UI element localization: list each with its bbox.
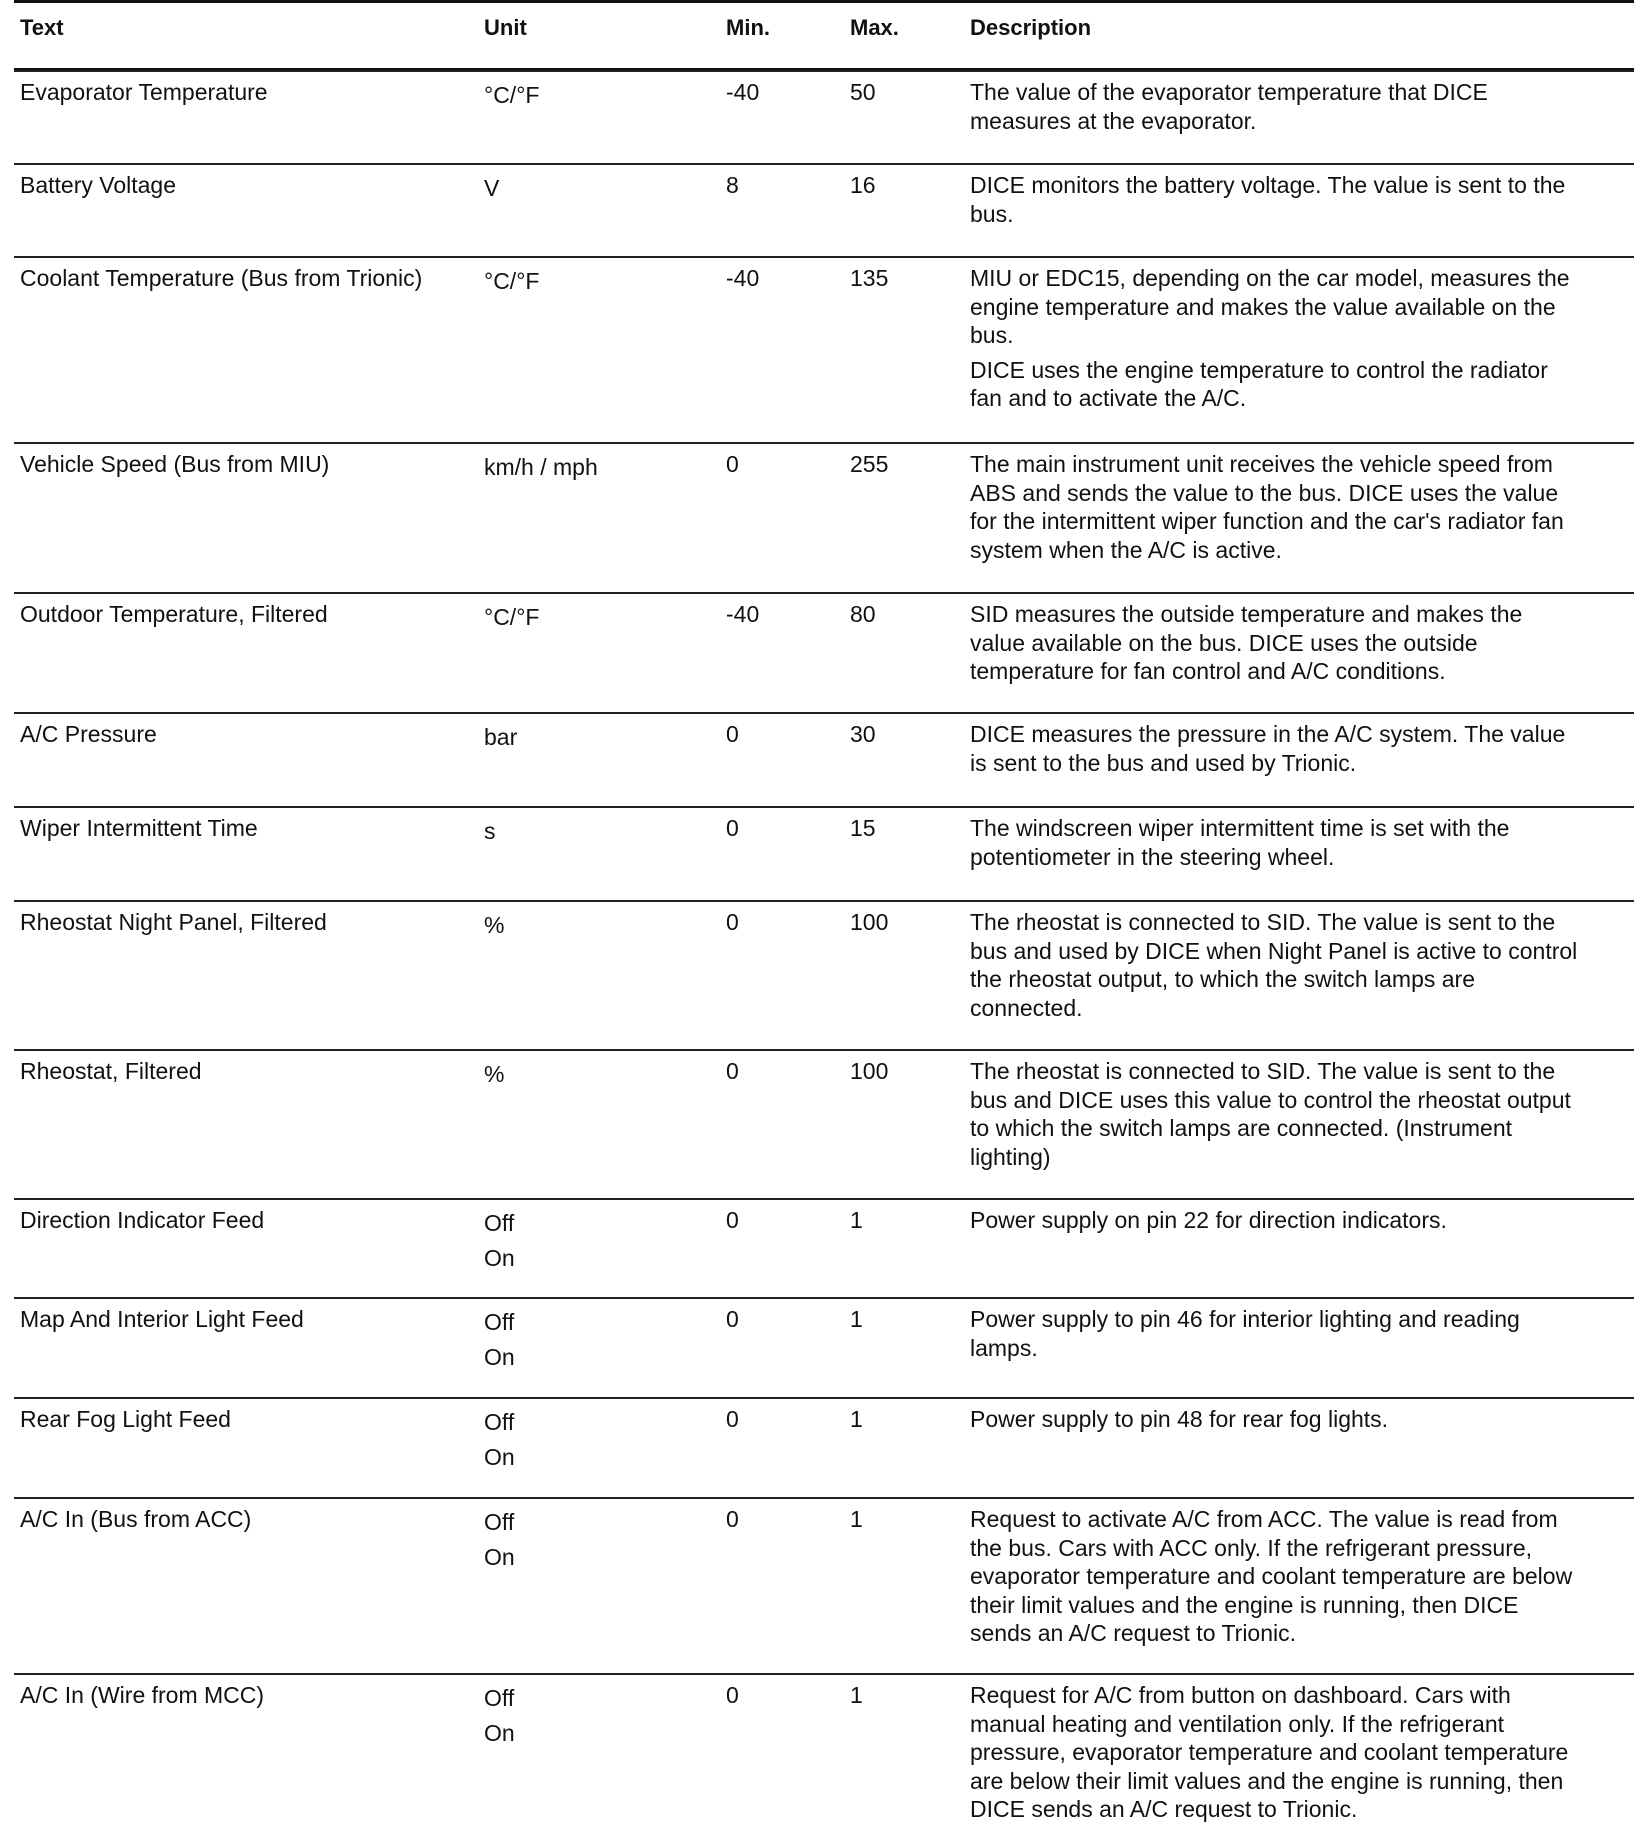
cell-min: 0 — [726, 815, 739, 841]
cell-max: 1 — [850, 1207, 863, 1233]
cell-description — [970, 264, 1634, 413]
cell-description — [970, 78, 1634, 135]
header-max: Max. — [850, 15, 899, 40]
unit-value: s — [484, 818, 496, 844]
table-row — [14, 900, 1634, 1049]
cell-description — [970, 908, 1634, 1022]
cell-unit — [484, 720, 704, 755]
table-row — [14, 592, 1634, 712]
cell-description — [970, 1305, 1634, 1362]
cell-unit — [484, 600, 704, 635]
cell-text: Rheostat, Filtered — [20, 1058, 202, 1084]
description-paragraph: MIU or EDC15, depending on the car model, measures the engine temperature and makes the value available on the bus. — [970, 265, 1570, 348]
cell-unit — [484, 1505, 704, 1575]
description-paragraph: Power supply to pin 46 for interior lighting and reading lamps. — [970, 1306, 1520, 1361]
cell-text: Evaporator Temperature — [20, 79, 268, 105]
cell-text: Vehicle Speed (Bus from MIU) — [20, 451, 330, 477]
table-row — [14, 163, 1634, 256]
cell-text: A/C Pressure — [20, 721, 157, 747]
unit-value: V — [484, 175, 500, 201]
cell-min: -40 — [726, 265, 760, 291]
unit-value: °C/°F — [484, 82, 540, 108]
cell-max: 100 — [850, 909, 889, 935]
table-row — [14, 1297, 1634, 1397]
table-header — [14, 0, 1634, 70]
unit-value: On — [484, 1245, 515, 1271]
table-row — [14, 806, 1634, 900]
unit-value: On — [484, 1720, 515, 1746]
cell-text: Rheostat Night Panel, Filtered — [20, 909, 327, 935]
cell-unit — [484, 814, 704, 849]
unit-value: % — [484, 1061, 505, 1087]
description-paragraph: Power supply on pin 22 for direction indicators. — [970, 1207, 1447, 1233]
cell-max: 30 — [850, 721, 876, 747]
cell-text: Battery Voltage — [20, 172, 176, 198]
unit-value: % — [484, 912, 505, 938]
cell-max: 1 — [850, 1406, 863, 1432]
cell-min: 0 — [726, 1058, 739, 1084]
cell-max: 1 — [850, 1506, 863, 1532]
cell-text: A/C In (Bus from ACC) — [20, 1506, 252, 1532]
cell-description — [970, 450, 1634, 564]
table-row — [14, 70, 1634, 163]
description-paragraph: The value of the evaporator temperature that DICE measures at the evaporator. — [970, 79, 1488, 134]
header-min: Min. — [726, 15, 770, 40]
unit-value: bar — [484, 724, 518, 750]
header-unit: Unit — [484, 15, 527, 40]
cell-unit — [484, 264, 704, 299]
cell-max: 255 — [850, 451, 889, 477]
cell-max: 16 — [850, 172, 876, 198]
cell-unit — [484, 1681, 704, 1751]
unit-value: °C/°F — [484, 268, 540, 294]
cell-max: 15 — [850, 815, 876, 841]
table-row — [14, 712, 1634, 806]
unit-value: Off — [484, 1509, 515, 1535]
table-row — [14, 442, 1634, 592]
cell-unit — [484, 1206, 704, 1276]
cell-description — [970, 600, 1634, 686]
cell-unit — [484, 1405, 704, 1475]
description-paragraph: The windscreen wiper intermittent time is set with the potentiometer in the steering wheel. — [970, 815, 1510, 870]
description-paragraph: The rheostat is connected to SID. The value is sent to the bus and DICE uses this value to control the rheostat output to which the switch lamps are connected. (Instrument lighting) — [970, 1058, 1571, 1170]
cell-min: 0 — [726, 721, 739, 747]
table-row — [14, 256, 1634, 442]
unit-value: On — [484, 1344, 515, 1370]
cell-min: 8 — [726, 172, 739, 198]
cell-description — [970, 1206, 1634, 1235]
cell-unit — [484, 450, 704, 485]
unit-value: Off — [484, 1210, 515, 1236]
table-row — [14, 1673, 1634, 1824]
description-paragraph: DICE uses the engine temperature to control the radiator fan and to activate the A/C. — [970, 356, 1548, 411]
cell-min: 0 — [726, 909, 739, 935]
unit-value: °C/°F — [484, 604, 540, 630]
description-paragraph: SID measures the outside temperature and makes the value available on the bus. DICE uses the outside temperature for fan control and A/C conditions. — [970, 601, 1523, 684]
cell-unit — [484, 78, 704, 113]
cell-text: A/C In (Wire from MCC) — [20, 1682, 265, 1708]
cell-text: Wiper Intermittent Time — [20, 815, 258, 841]
cell-description — [970, 1505, 1634, 1648]
table-row — [14, 1497, 1634, 1673]
cell-max: 1 — [850, 1682, 863, 1708]
description-paragraph: Power supply to pin 48 for rear fog lights. — [970, 1406, 1389, 1432]
cell-max: 50 — [850, 79, 876, 105]
cell-unit — [484, 1057, 704, 1092]
unit-value: Off — [484, 1309, 515, 1335]
unit-value: Off — [484, 1685, 515, 1711]
description-paragraph: The rheostat is connected to SID. The value is sent to the bus and used by DICE when Night Panel is active to control the rheostat output, to which the switch lamps are connected. — [970, 909, 1578, 1021]
cell-description — [970, 1405, 1634, 1434]
cell-unit — [484, 908, 704, 943]
table-row — [14, 1049, 1634, 1198]
cell-min: 0 — [726, 451, 739, 477]
cell-text: Direction Indicator Feed — [20, 1207, 265, 1233]
description-paragraph: Request for A/C from button on dashboard. Cars with manual heating and ventilation only. If the refrigerant pressure, evaporator temperature and coolant temperature are below their limit values and the engine is running, then DICE sends an A/C request to Trionic. — [970, 1682, 1569, 1822]
cell-max: 1 — [850, 1306, 863, 1332]
cell-description — [970, 1681, 1634, 1824]
cell-text: Rear Fog Light Feed — [20, 1406, 231, 1432]
cell-min: 0 — [726, 1682, 739, 1708]
table-row — [14, 1198, 1634, 1297]
cell-description — [970, 1057, 1634, 1171]
unit-value: km/h / mph — [484, 454, 598, 480]
description-paragraph: The main instrument unit receives the vehicle speed from ABS and sends the value to the bus. DICE uses the value for the intermittent wiper function and the car's radiator fan system when the A/C is active. — [970, 451, 1564, 563]
cell-text: Outdoor Temperature, Filtered — [20, 601, 328, 627]
cell-unit — [484, 171, 704, 206]
cell-min: 0 — [726, 1306, 739, 1332]
cell-min: 0 — [726, 1406, 739, 1432]
unit-value: Off — [484, 1409, 515, 1435]
cell-max: 80 — [850, 601, 876, 627]
description-paragraph: DICE measures the pressure in the A/C system. The value is sent to the bus and used by Trionic. — [970, 721, 1566, 776]
cell-description — [970, 171, 1634, 228]
cell-min: 0 — [726, 1207, 739, 1233]
cell-unit — [484, 1305, 704, 1375]
cell-min: 0 — [726, 1506, 739, 1532]
cell-max: 100 — [850, 1058, 889, 1084]
cell-description — [970, 814, 1634, 871]
unit-value: On — [484, 1444, 515, 1470]
cell-text: Map And Interior Light Feed — [20, 1306, 304, 1332]
header-description: Description — [970, 15, 1092, 40]
cell-text: Coolant Temperature (Bus from Trionic) — [20, 265, 423, 291]
cell-description — [970, 720, 1634, 777]
table-row — [14, 1397, 1634, 1497]
cell-min: -40 — [726, 601, 760, 627]
unit-value: On — [484, 1544, 515, 1570]
description-paragraph: DICE monitors the battery voltage. The value is sent to the bus. — [970, 172, 1566, 227]
cell-min: -40 — [726, 79, 760, 105]
header-text: Text — [20, 15, 64, 40]
cell-max: 135 — [850, 265, 889, 291]
description-paragraph: Request to activate A/C from ACC. The value is read from the bus. Cars with ACC only. If the refrigerant pressure, evaporator temperature and coolant temperature are below their limit values and the engine is running, then DICE sends an A/C request to Trionic. — [970, 1506, 1573, 1646]
